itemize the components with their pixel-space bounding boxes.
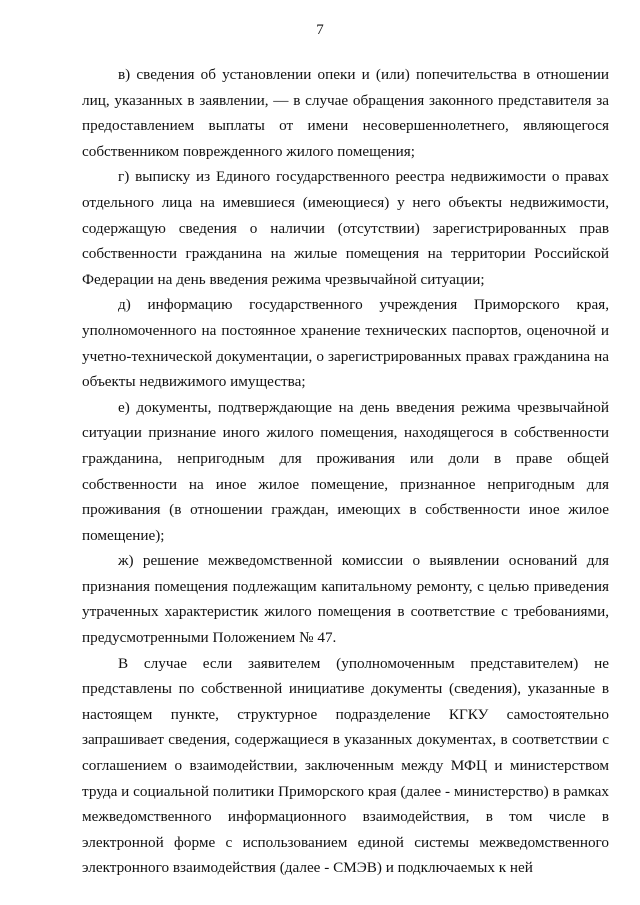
paragraph-g-registry-extract: г) выписку из Единого государственного реестра недвижимости о правах отдельного лица на имевшиеся (имеющиеся) у него объекты недвижимости, содержащую сведения о наличии (отсутствии) зарегистрированных прав собственности гражданина на жилые помещения на территории Российской Федерации на день введения режима чрезвычайной ситуации; xyxy=(82,168,609,288)
page-number: 7 xyxy=(316,22,324,38)
paragraph-v-guardianship: в) сведения об установлении опеки и (или) попечительства в отношении лиц, указанных в заявлении, — в случае обращения законного представителя за предоставлением выплаты от имени несовершеннолетнего, являющегося собственником поврежденного жилого помещения; xyxy=(82,66,609,160)
document-body xyxy=(82,62,609,881)
paragraph-d-state-institution-info: д) информацию государственного учреждения Приморского края, уполномоченного на постоянное хранение технических паспортов, оценочной и учетно-технической документации, о зарегистрированных правах гражданина на объекты недвижимого имущества; xyxy=(82,296,609,391)
paragraph-zh-commission-decision: ж) решение межведомственной комиссии о выявлении оснований для признания помещения подлежащим капитальному ремонту, с целью приведения утраченных характеристик жилого помещения в соответствие с требованиями, предусмотренными Положением № 47. xyxy=(82,552,609,647)
paragraph-interagency-request: В случае если заявителем (уполномоченным представителем) не представлены по собственной инициативе документы (сведения), указанные в настоящем пункте, структурное подразделение КГКУ самостоятельно запрашивает сведения, содержащиеся в указанных документах, в соответствии с соглашением о взаимодействии, заключенным между МФЦ и министерством труда и социальной политики Приморского края (далее - министерство) в рамках межведомственного информационного взаимодействия, в том числе в электронной форме с использованием единой системы межведомственного электронного взаимодействия (далее - СМЭВ) и подключаемых к ней xyxy=(82,654,609,877)
paragraph-e-unfit-housing-documents: е) документы, подтверждающие на день введения режима чрезвычайной ситуации признание иного жилого помещения, находящегося в собственности гражданина, непригодным для проживания или доли в праве общей собственности на иное жилое помещение, признанное непригодным для проживания (в отношении граждан, имеющих в собственности иное жилое помещение); xyxy=(82,398,609,544)
